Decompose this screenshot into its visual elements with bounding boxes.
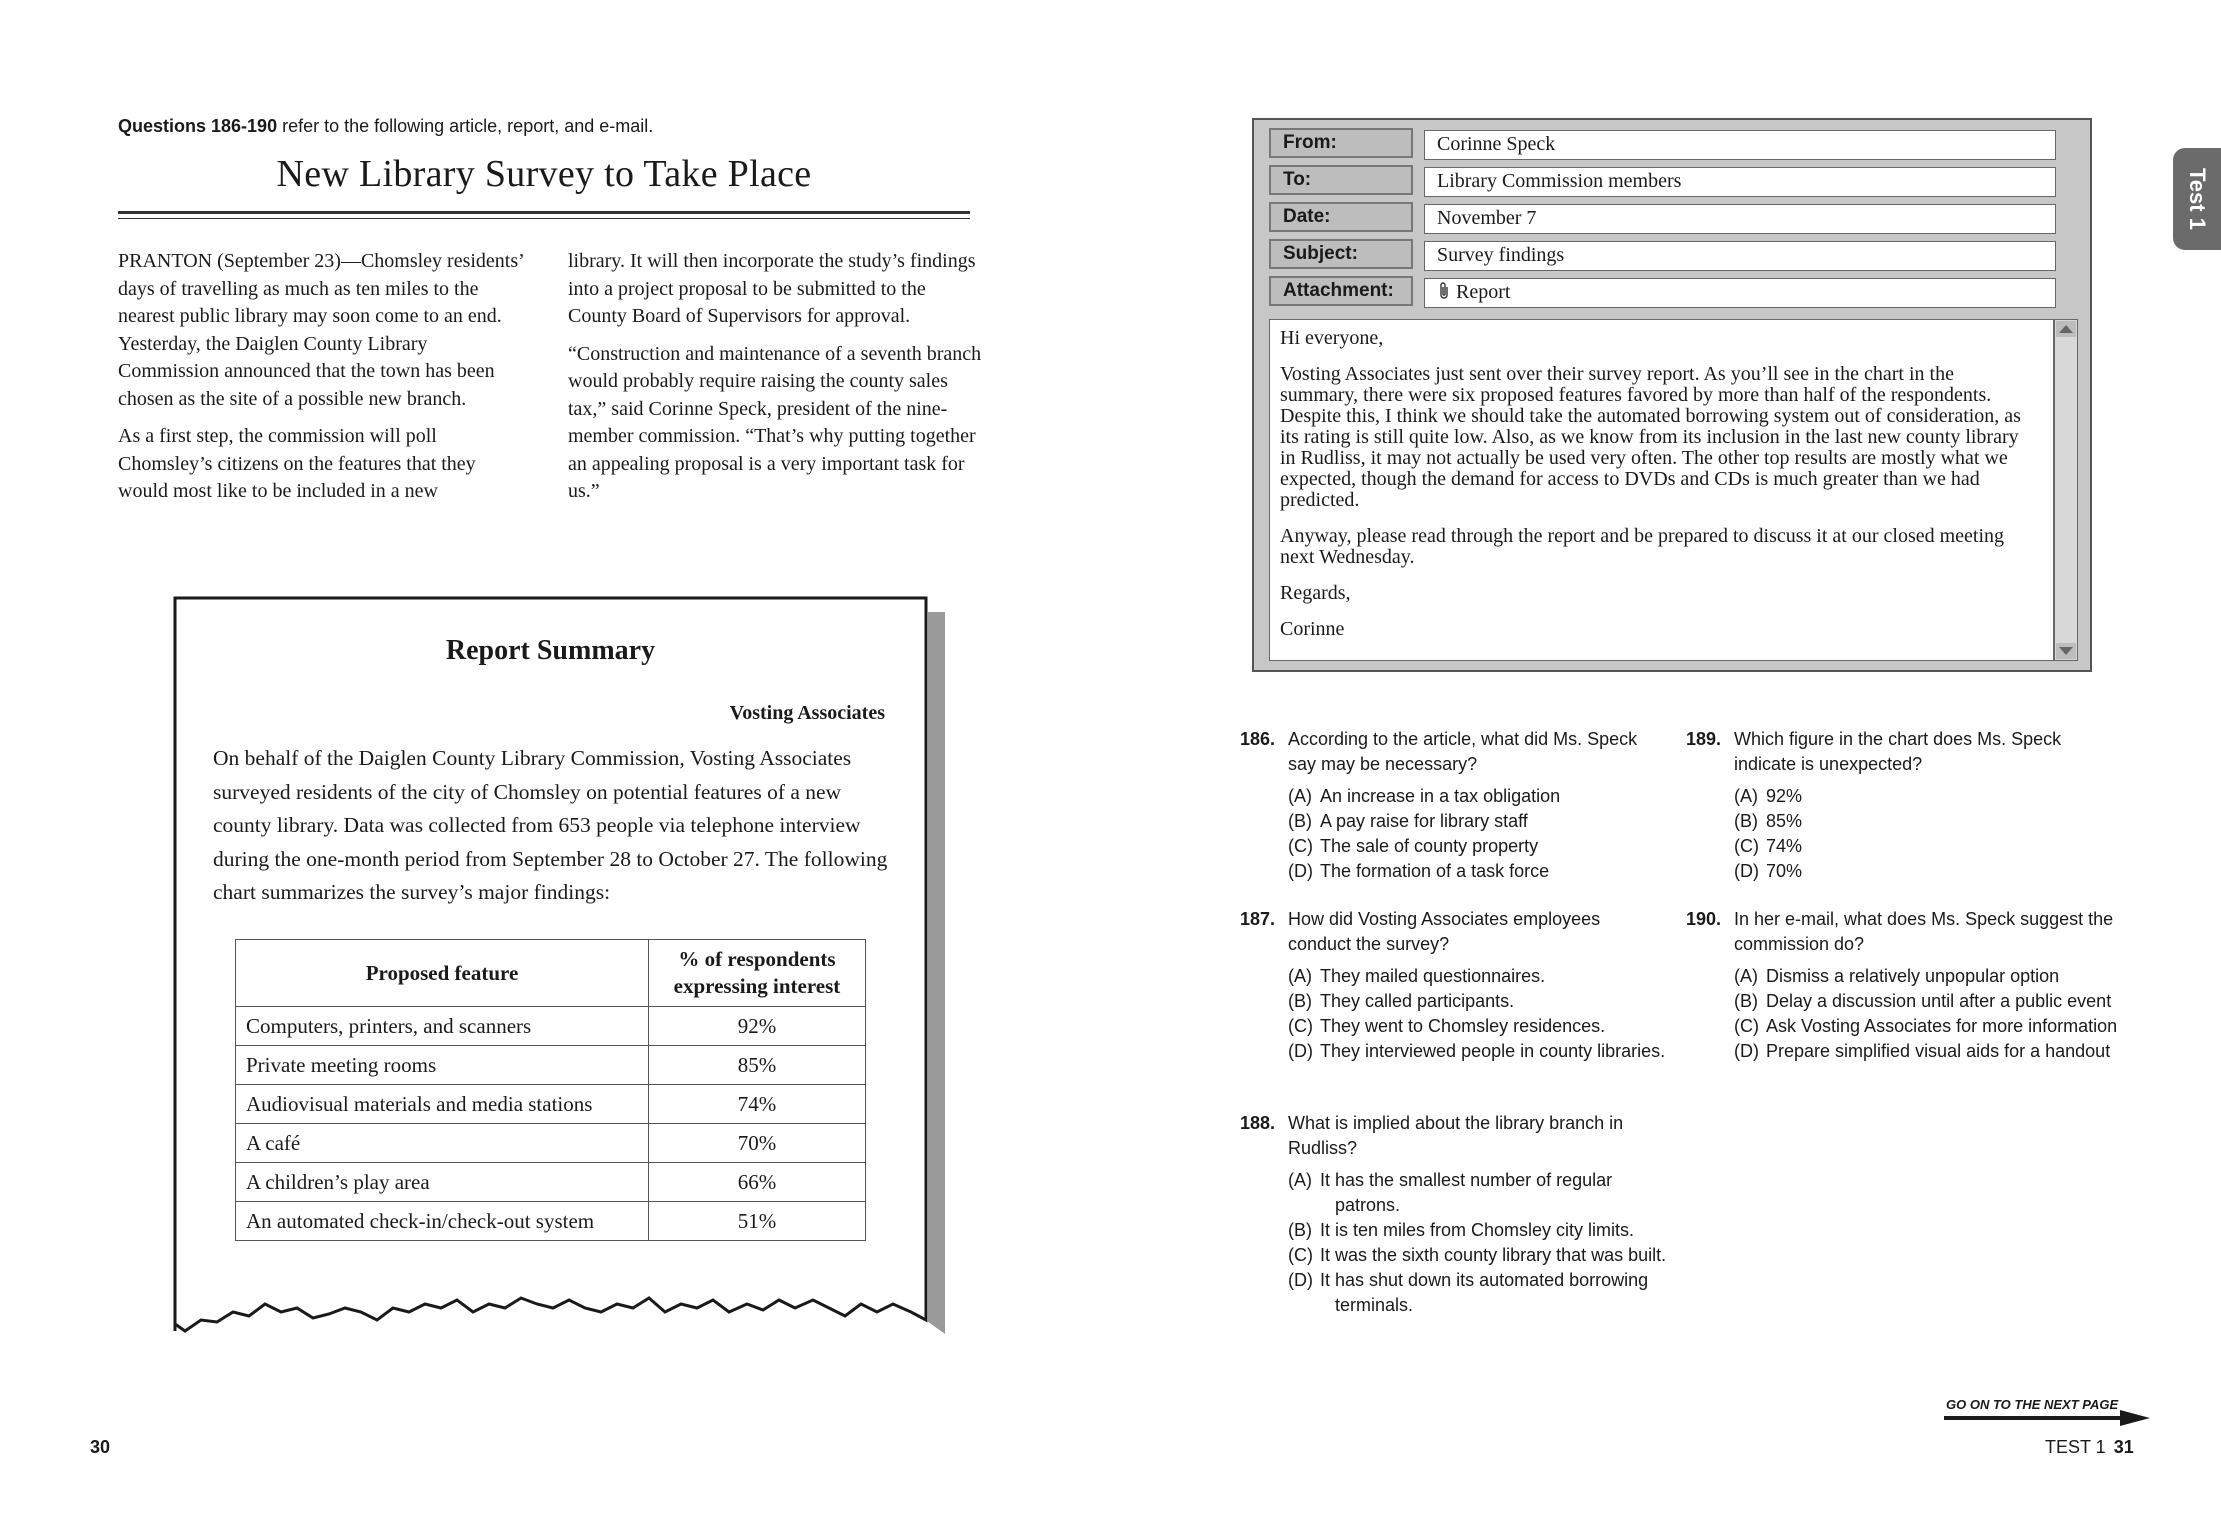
article-column-2: [568, 248, 988, 516]
email-subject-label: Subject:: [1269, 239, 1413, 269]
answer-option[interactable]: (D) It has shut down its automated borrowing terminals.: [1288, 1270, 1649, 1315]
answer-option[interactable]: (D) 70%: [1734, 861, 1803, 881]
answer-option[interactable]: (C) They went to Chomsley residences.: [1288, 1016, 1606, 1036]
answer-option[interactable]: (A) They mailed questionnaires.: [1288, 966, 1546, 986]
question-stem: What is implied about the library branch in Rudliss?: [1288, 1113, 1624, 1158]
email-attachment-field[interactable]: [1424, 278, 2056, 308]
headline-rule-thick: [118, 211, 970, 214]
email-paragraph: Anyway, please read through the report and be prepared to discuss it at our closed meeting next Wednesday.: [1280, 525, 2005, 568]
email-attachment-label: Attachment:: [1269, 276, 1413, 306]
table-row: [236, 1202, 866, 1241]
email-body: [1269, 319, 2054, 661]
answer-option[interactable]: (A) Dismiss a relatively unpopular option: [1734, 966, 2060, 986]
section-tab-label: Test 1: [2185, 168, 2210, 230]
question-stem: According to the article, what did Ms. Speck say may be necessary?: [1288, 729, 1638, 774]
answer-option[interactable]: (A) It has the smallest number of regular patrons.: [1288, 1170, 1613, 1215]
email-date-label: Date:: [1269, 202, 1413, 232]
feature-cell: Computers, printers, and scanners: [236, 1007, 649, 1046]
percent-cell: 74%: [649, 1085, 866, 1124]
email-to-field: Library Commission members: [1424, 167, 2056, 197]
percent-cell: 85%: [649, 1046, 866, 1085]
scroll-down-arrow-icon[interactable]: [2056, 643, 2076, 659]
feature-cell: An automated check-in/check-out system: [236, 1202, 649, 1241]
answer-option[interactable]: (A) An increase in a tax obligation: [1288, 786, 1561, 806]
headline-rule-thin: [118, 218, 970, 219]
column-header-percent: % of respondents expressing interest: [649, 940, 866, 1007]
feature-cell: A café: [236, 1124, 649, 1163]
question-186: [1240, 727, 1660, 884]
percent-cell: 70%: [649, 1124, 866, 1163]
percent-cell: 92%: [649, 1007, 866, 1046]
email-closing: Regards,: [1280, 582, 1351, 604]
feature-cell: A children’s play area: [236, 1163, 649, 1202]
go-on-next-page-label: GO ON TO THE NEXT PAGE: [1946, 1397, 2119, 1412]
answer-option[interactable]: (C) 74%: [1734, 836, 1803, 856]
survey-findings-table: [235, 939, 866, 1241]
table-header-row: [236, 940, 866, 1007]
answer-option[interactable]: (D) The formation of a task force: [1288, 861, 1550, 881]
answer-option[interactable]: (D) Prepare simplified visual aids for a handout: [1734, 1041, 2111, 1061]
question-stem: Which figure in the chart does Ms. Speck indicate is unexpected?: [1734, 729, 2062, 774]
question-188: [1240, 1111, 1667, 1318]
question-187: [1240, 907, 1666, 1064]
answer-option[interactable]: (C) Ask Vosting Associates for more information: [1734, 1016, 2118, 1036]
table-row: [236, 1163, 866, 1202]
answer-option[interactable]: (D) They interviewed people in county libraries.: [1288, 1041, 1666, 1061]
article-paragraph: “Construction and maintenance of a seventh branch would probably require raising the county sales tax,” said Corinne Speck, president of the nine-member commission. “That’s why putting together an appealing proposal is a very important task for us.”: [568, 342, 982, 502]
article-paragraph: library. It will then incorporate the study’s findings into a project proposal to be submitted to the County Board of Supervisors for approval.: [568, 250, 976, 327]
question-stem: How did Vosting Associates employees conduct the survey?: [1288, 909, 1601, 954]
scroll-up-arrow-icon[interactable]: [2056, 321, 2076, 337]
article-column-1: [118, 248, 526, 516]
answer-option[interactable]: (B) 85%: [1734, 811, 1803, 831]
feature-cell: Audiovisual materials and media stations: [236, 1085, 649, 1124]
question-number: 188.: [1240, 1113, 1276, 1133]
email-subject-field: Survey findings: [1424, 241, 2056, 271]
questions-intro: Questions 186-190 refer to the following article, report, and e-mail.: [118, 116, 654, 136]
percent-cell: 51%: [649, 1202, 866, 1241]
email-date-field: November 7: [1424, 204, 2056, 234]
table-row: [236, 1085, 866, 1124]
feature-cell: Private meeting rooms: [236, 1046, 649, 1085]
answer-option[interactable]: (A) 92%: [1734, 786, 1803, 806]
article-paragraph: PRANTON (September 23)—Chomsley residents’ days of travelling as much as ten miles to the nearest public library may soon come to an end. Yesterday, the Daiglen County Library Commission announced that the town has been chosen as the site of a possible new branch.: [118, 250, 524, 410]
report-title: Report Summary: [445, 635, 656, 666]
column-header-feature: Proposed feature: [236, 940, 649, 1007]
article-headline: New Library Survey to Take Place: [276, 153, 812, 195]
report-body: On behalf of the Daiglen County Library Commission, Vosting Associates surveyed residents of the city of Chomsley on potential features of a new county library. Data was collected from 653 people via telephone interview during the one-month period from September 28 to October 27. The following chart summarizes the survey’s major findings:: [213, 746, 888, 904]
answer-option[interactable]: (B) Delay a discussion until after a public event: [1734, 991, 2112, 1011]
percent-cell: 66%: [649, 1163, 866, 1202]
email-paragraph: Vosting Associates just sent over their survey report. As you’ll see in the chart in the summary, there were six proposed features favored by more than half of the respondents. Despite this, I think we should take the automated borrowing system out of consideration, as its rating is still quite low. Also, as we know from its inclusion in the last new county library in Rudliss, it may not actually be used very often. The other top results are mostly what we expected, though the demand for access to DVDs and CDs is much greater than we had predicted.: [1280, 363, 2021, 511]
page-number-right: TEST 1 31: [2045, 1437, 2134, 1457]
question-number: 190.: [1686, 909, 1722, 929]
email-to-label: To:: [1269, 165, 1413, 195]
question-190: [1686, 907, 2118, 1064]
paperclip-icon: [1437, 281, 1451, 301]
answer-option[interactable]: (B) They called participants.: [1288, 991, 1515, 1011]
report-author: Vosting Associates: [729, 702, 885, 724]
attachment-filename: Report: [1456, 281, 1511, 303]
article-paragraph: As a first step, the commission will poll Chomsley’s citizens on the features that they would most like to be included in a new: [118, 425, 476, 502]
question-number: 189.: [1686, 729, 1722, 749]
question-number: 186.: [1240, 729, 1276, 749]
email-greeting: Hi everyone,: [1280, 327, 1384, 349]
email-scrollbar[interactable]: [2054, 319, 2078, 661]
table-row: [236, 1124, 866, 1163]
answer-option[interactable]: (C) The sale of county property: [1288, 836, 1539, 856]
email-signature: Corinne: [1280, 618, 1345, 640]
question-stem: In her e-mail, what does Ms. Speck suggest the commission do?: [1734, 909, 2114, 954]
answer-option[interactable]: (C) It was the sixth county library that was built.: [1288, 1245, 1667, 1265]
table-row: [236, 1007, 866, 1046]
arrow-right-icon: [1944, 1408, 2150, 1428]
table-row: [236, 1046, 866, 1085]
page-number-left: 30: [90, 1437, 111, 1457]
answer-option[interactable]: (B) It is ten miles from Chomsley city limits.: [1288, 1220, 1635, 1240]
question-number: 187.: [1240, 909, 1276, 929]
question-189: [1686, 727, 2106, 884]
answer-option[interactable]: (B) A pay raise for library staff: [1288, 811, 1528, 831]
email-from-field: Corinne Speck: [1424, 130, 2056, 160]
email-from-label: From:: [1269, 128, 1413, 158]
